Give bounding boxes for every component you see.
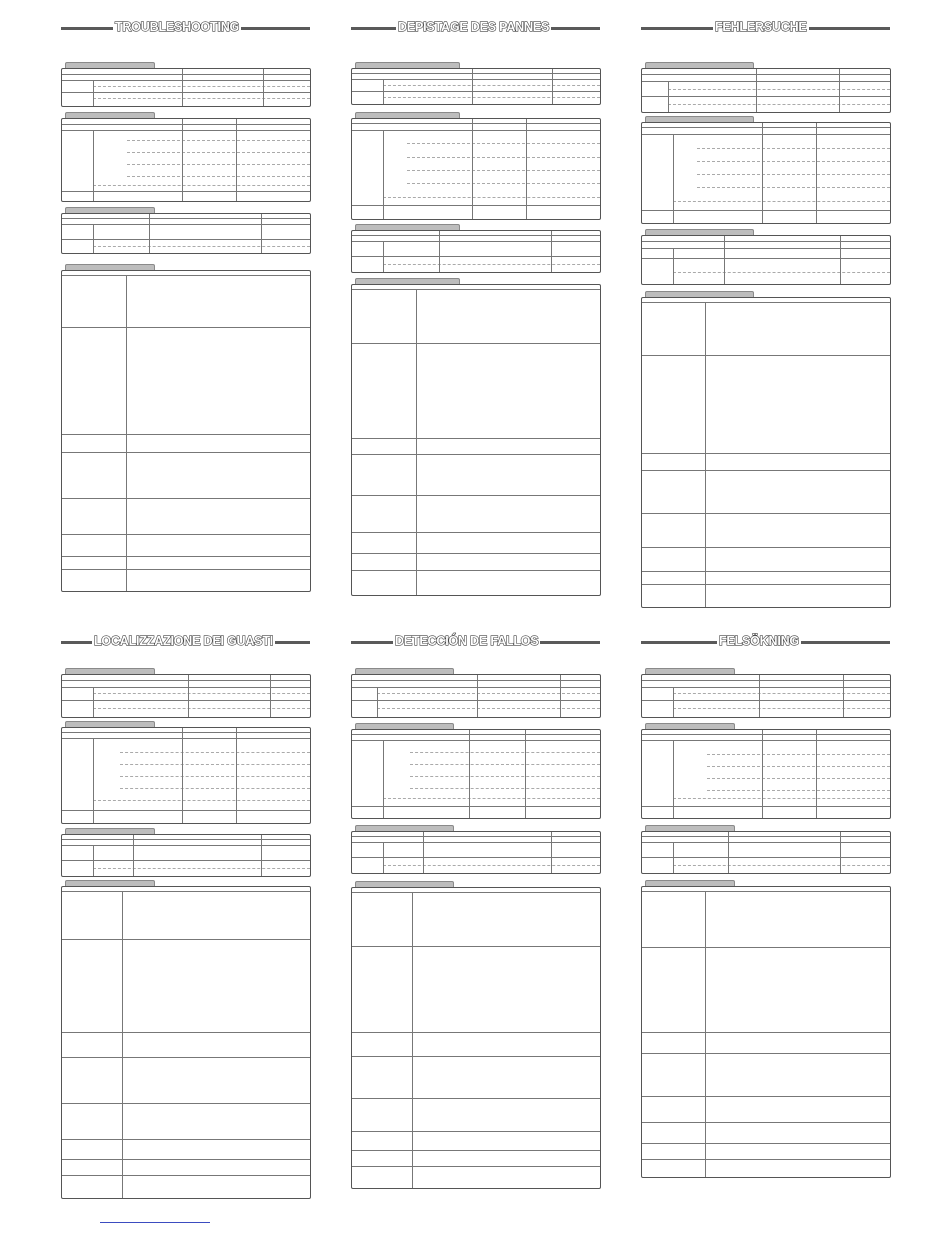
table-box xyxy=(61,727,311,824)
heading-sv xyxy=(641,635,890,649)
table-box xyxy=(61,886,311,1199)
table-box xyxy=(351,674,601,718)
table-box xyxy=(641,886,891,1178)
table-box xyxy=(641,122,891,224)
table-box xyxy=(61,213,311,254)
heading-title: LOCALIZZAZIONE DEI GUASTI xyxy=(94,634,274,648)
heading-title: FELSÖKNING xyxy=(719,634,799,648)
table-box xyxy=(351,230,601,273)
heading-en xyxy=(61,21,310,35)
table-box xyxy=(351,284,601,596)
table-box xyxy=(351,729,601,819)
heading-title: TROUBLESHOOTING xyxy=(115,20,240,34)
table-box xyxy=(61,834,311,877)
table-box xyxy=(641,729,891,819)
table-box xyxy=(351,118,601,220)
table-box xyxy=(641,674,891,718)
table-box xyxy=(641,297,891,608)
table-box xyxy=(61,118,311,202)
heading-title: FEHLERSUCHE xyxy=(715,20,807,34)
heading-de xyxy=(641,21,890,35)
heading-title: DETECCIÓN DE FALLOS xyxy=(395,634,539,648)
footer-link-underline[interactable] xyxy=(100,1222,210,1223)
table-box xyxy=(641,68,891,113)
heading-fr xyxy=(351,21,600,35)
heading-title: DEPISTAGE DES PANNES xyxy=(398,20,550,34)
table-box xyxy=(61,68,311,107)
table-box xyxy=(351,68,601,105)
table-box xyxy=(61,674,311,718)
table-box xyxy=(351,831,601,874)
table-box xyxy=(641,235,891,285)
heading-it xyxy=(61,635,310,649)
table-box xyxy=(641,831,891,874)
table-box xyxy=(61,270,311,592)
heading-es xyxy=(351,635,600,649)
table-box xyxy=(351,887,601,1189)
